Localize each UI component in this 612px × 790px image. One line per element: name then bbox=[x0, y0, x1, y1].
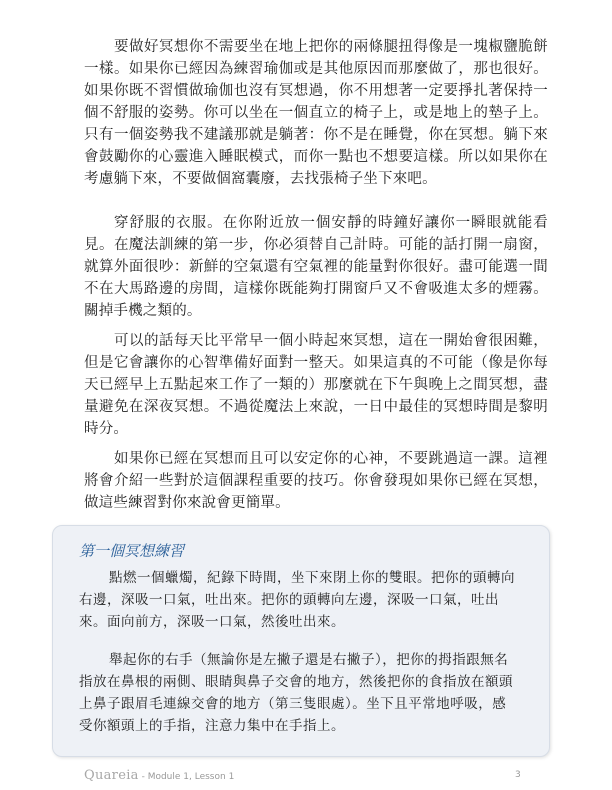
footer-brand: Quareia bbox=[84, 768, 139, 783]
page-footer bbox=[84, 768, 534, 783]
page-number: 3 bbox=[515, 770, 521, 780]
exercise-box bbox=[52, 525, 550, 757]
paragraph-timing: 可以的話每天比平常早一個小時起來冥想，這在一開始會很困難，但是它會讓你的心智準備好面對一整天。如果這真的不可能（像是你每天已經早上五點起來工作了一類的）那麼就在下午與晚上之間冥想，盡量避免在深夜冥想。不過從魔法上來說，一日中最佳的冥想時間是黎明時分。 bbox=[84, 333, 548, 437]
exercise-title: 第一個冥想練習 bbox=[79, 542, 185, 560]
exercise-paragraph-hand: 舉起你的右手（無論你是左撇子還是右撇子），把你的拇指跟無名指放在鼻根的兩側、眼睛與鼻子交會的地方，然後把你的食指放在額頭上鼻子跟眉毛連線交會的地方（第三隻眼處）。坐下且平常地呼吸，感受你額頭上的手指，注意力集中在手指上。 bbox=[79, 652, 513, 734]
footer-module: Module 1, Lesson 1 bbox=[147, 772, 235, 782]
footer-separator: - bbox=[138, 772, 148, 782]
body-text bbox=[84, 36, 548, 536]
exercise-paragraph-candle: 點燃一個蠟燭，紀錄下時間，坐下來閉上你的雙眼。把你的頭轉向右邊，深吸一口氣，吐出來。把你的頭轉向左邊，深吸一口氣，吐出來。面向前方，深吸一口氣，然後吐出來。 bbox=[79, 570, 515, 630]
paragraph-experienced: 如果你已經在冥想而且可以安定你的心神，不要跳過這一課。這裡將會介紹一些對於這個課程重要的技巧。你會發現如果你已經在冥想，做這些練習對你來說會更簡單。 bbox=[84, 451, 548, 511]
paragraph-clothing: 穿舒服的衣服。在你附近放一個安靜的時鐘好讓你一瞬眼就能看見。在魔法訓練的第一步，你必須替自己計時。可能的話打開一扇窗，就算外面很吵：新鮮的空氣還有空氣裡的能量對你很好。盡可能選一間不在大馬路邊的房間，這樣你既能夠打開窗戶又不會吸進太多的煙霧。關掉手機之類的。 bbox=[84, 215, 548, 319]
paragraph-posture: 要做好冥想你不需要坐在地上把你的兩條腿扭得像是一塊椒鹽脆餅一樣。如果你已經因為練習瑜伽或是其他原因而那麼做了，那也很好。如果你既不習慣做瑜伽也沒有冥想過，你不用想著一定要掙扎著保持一個不舒服的姿勢。你可以坐在一個直立的椅子上，或是地上的墊子上。只有一個姿勢我不建議那就是躺著：你不是在睡覺，你在冥想。躺下來會鼓勵你的心靈進入睡眠模式，而你一點也不想要這樣。所以如果你在考慮躺下來，不要做個窩囊廢，去找張椅子坐下來吧。 bbox=[84, 39, 548, 187]
